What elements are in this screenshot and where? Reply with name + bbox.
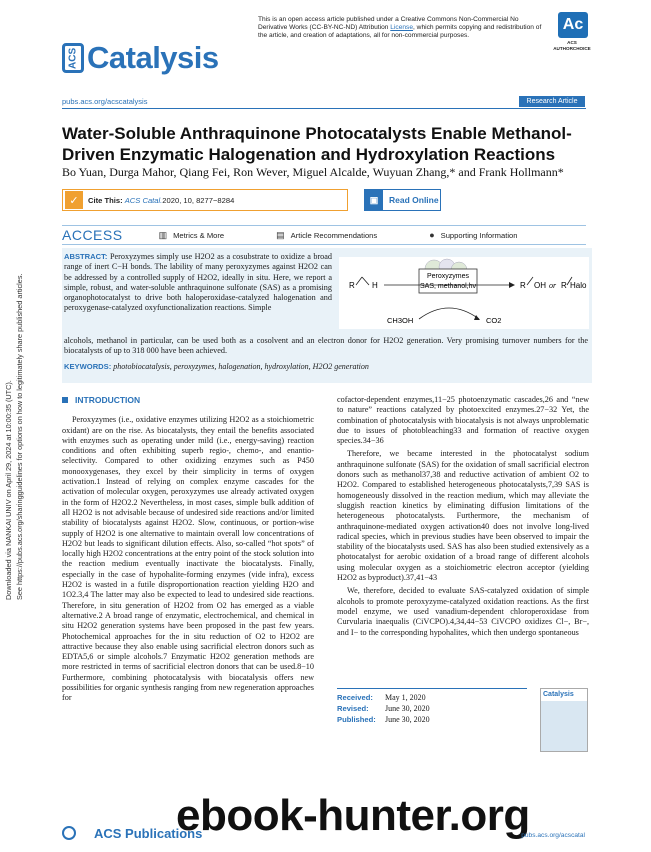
- toc-or: or: [549, 281, 557, 290]
- revised-date: Revised: June 30, 2020: [337, 704, 430, 713]
- toc-product-oh: OH: [534, 281, 546, 290]
- acs-logo-icon: ACS: [62, 43, 84, 73]
- acs-publications-label: ACS Publications: [94, 825, 203, 841]
- header-divider: [62, 108, 586, 109]
- access-label: ACCESS: [62, 227, 123, 243]
- recommendations-link[interactable]: ▤ Article Recommendations: [276, 229, 378, 240]
- author-list: Bo Yuan, Durga Mahor, Qiang Fei, Ron Wever, Miguel Alcalde, Wuyuan Zhang,* and Frank Hollmann*: [62, 165, 564, 179]
- author-choice-caption: ACS AUTHORCHOICE: [553, 40, 591, 51]
- intro-paragraph: Peroxyzymes (i.e., oxidative enzymes utilizing H2O2 as a stoichiometric oxidant) are on the rise. As biocatalysts, they entail the benefits associated with enzymes such as operating under mild (i.e., energy-saving) reaction conditions and often exhibiting superb regio-, chemo-, and enantio-selectivity. Compared to other oxidizing enzymes such as P450 monooxygenases, they excel by their simplicity in terms of oxygen activation.1 Instead of relying on complex enzyme cascades for the activation of molecular oxygen, peroxyzymes use already activated oxygen in the form of H2O2.2 Nevertheless, in most cases, simple bulk addition of all H2O2 is not advisable because of undesired side reactions and/or limited stability of biocatalysts against H2O2. Slow, continuous, or portion-wise supply of H2O2 is one alternative to maintain overall low concentrations of H2O2 but leads to significant dilution effects. Also, so-called “hot spots” of locally high H2O2 concentrations at the entry point of the stock solution into the reaction medium eventually inactivate the biocatalysts. Finally, especially in the case of hypohalite-forming enzymes (vide infra), excess H2O2 is wasted in a futile disproportionation reaction yielding H2O and 1O2.3,4 The latter may also be expected to lead to undesired side reactions. Therefore, in situ generation of H2O2 from O2 has emerged as a viable alternative.2 A broad range of enzymatic, electrochemical, and chemical in situ H2O2 generation systems have been proposed in the past few years. Photochemical approaches for the in situ reduction of O2 to H2O2 are attractive because they also enable using sacrificial electron donors such as EDTA5,6 or simple alcohols.7 Enzymatic H2O2 generation methods are more restricted in terms of sacrificial electron donors that can be used.8−10 Furthermore, combining photocatalysis with biocatalysis offers new possibilities for organic synthesis ranging from new regeneration approaches for: [62, 415, 314, 703]
- abstract-panel: [62, 248, 592, 383]
- keywords: [64, 362, 588, 371]
- article-title: Water-Soluble Anthraquinone Photocatalysts Enable Methanol-Driven Enzymatic Halogenation and Hydroxylation Reactions: [62, 124, 572, 164]
- toc-donor: CH3OH: [387, 316, 414, 325]
- download-notice-line-1: Downloaded via NANKAI UNIV on April 29, 2024 at 10:00:35 (UTC).: [4, 380, 13, 600]
- supporting-info-icon: ●: [429, 230, 435, 240]
- journal-cover-thumbnail[interactable]: [540, 688, 588, 752]
- document-icon: ▤: [276, 229, 285, 240]
- right-column: [337, 395, 589, 638]
- license-link[interactable]: License: [390, 24, 414, 31]
- abstract-text-continued: alcohols, methanol in particular, can be used both as a cosolvent and an electron donor for H2O2 generation. Very promising turnover numbers for the biocatalysts of up to 318 000 have been achieved.: [64, 336, 588, 356]
- acs-publications-icon: [62, 826, 76, 840]
- article-type-badge: Research Article: [519, 96, 585, 107]
- checkmark-icon: ✓: [65, 191, 83, 209]
- toc-byproduct: CO2: [486, 316, 502, 325]
- download-notice: [4, 240, 30, 600]
- access-bar: [62, 225, 586, 245]
- metrics-link[interactable]: ▥ Metrics & More: [158, 229, 225, 240]
- left-column: [62, 395, 314, 704]
- license-notice: This is an open access article published under a Creative Commons Non-Commercial No Derivative Works (CC-BY-NC-ND) Attribution License, which permits copying and redistribution of the article, and creation of adaptations, all for non-commercial purposes.: [258, 16, 542, 39]
- toc-reactant-r: R: [349, 281, 355, 290]
- cite-box[interactable]: [62, 189, 348, 211]
- toc-box-line1: Peroxyzymes: [426, 273, 470, 280]
- read-online-button[interactable]: [364, 189, 441, 211]
- download-notice-line-2: See https://pubs.acs.org/sharingguidelines for options on how to legitimately share published articles.: [15, 273, 24, 600]
- intro-paragraph-3: Therefore, we became interested in the photocatalyst sodium anthraquinone sulfonate (SAS) for the oxidation of small sacrificial electron donors such as methanol37,38 and reductive activation of ambient O2 to H2O2. Compared to established heterogeneous photocatalysts,7,39 SAS is homogeneously dissolved in the reaction medium, which may alleviate the sluggish reaction kinetics by eliminating diffusion limitations of the heterogeneous photocatalysts. Furthermore, the mechanism of anthraquinone-mediated oxygen activation40 does not involve long-lived radical species, which in previous studies have been observed to impair the stability of the biocatalysts used. SAS has also been studied extensively as a photocatalyst for aerobic oxidation of a broad range of different alcohols using molecular oxygen as a stoichiometric electron acceptor (yielding H2O2 as byproduct).37,41−43: [337, 449, 589, 583]
- abstract-text: ABSTRACT: Peroxyzymes simply use H2O2 as a cosubstrate to oxidize a broad range of inert C−H bonds. The lability of many peroxyzymes against H2O2 can be addressed by a controlled supply of H2O2, ideally in situ. Here, we report a simple, robust, and water-soluble anthraquinone sulfonate (SAS) as a promising organophotocatalyst to drive both haloperoxidase-catalyzed halogenation and peroxygenase-catalyzed oxyfunctionalization reactions. Simple: [64, 252, 332, 313]
- intro-paragraph-2: cofactor-dependent enzymes,11−25 photoenzymatic cascades,26 and “new to nature” reactions catalyzed by photoexcited enzymes.27−32 Yet, the combination of photocatalysis with biocatalysis is not always unproblematic due to issues of photobleaching33 and formation of reactive oxygen species.34−36: [337, 395, 589, 446]
- toc-graphic: [339, 257, 589, 329]
- author-choice-icon: Ac: [558, 12, 588, 38]
- cite-journal: ACS Catal.: [124, 195, 163, 205]
- section-heading: INTRODUCTION: [62, 395, 314, 405]
- published-date: Published: June 30, 2020: [337, 715, 430, 724]
- journal-name: Catalysis: [87, 40, 219, 75]
- received-date: Received: May 1, 2020: [337, 693, 426, 702]
- intro-paragraph-4: We, therefore, decided to evaluate SAS-catalyzed oxidation of simple alcohols to promote peroxyzyme-catalyzed oxidation reactions. As the first model enzyme, we used vanadium-dependent chloroperoxidase from Curvularia inaequalis (CiVCPO).4,34,44−53 CiVCPO oxidizes Cl−, Br−, and I− to the corresponding hypohalites, which then undergo spontaneous: [337, 586, 589, 637]
- toc-product-halo: Halo: [570, 281, 587, 290]
- cite-label: Cite This:: [88, 195, 123, 205]
- abstract-label: ABSTRACT:: [64, 252, 108, 261]
- journal-url-link[interactable]: pubs.acs.org/acscatalysis: [62, 97, 148, 106]
- bar-chart-icon: ▥: [158, 229, 168, 240]
- cite-details: 2020, 10, 8277−8284: [162, 195, 235, 205]
- article-dates: [337, 688, 527, 725]
- read-online-label: Read Online: [389, 195, 439, 205]
- toc-product-r: R: [520, 281, 526, 290]
- toc-product-r2: R: [561, 281, 567, 290]
- footer-url[interactable]: pubs.acs.org/acscatal: [521, 832, 585, 839]
- toc-reactant-h: H: [372, 281, 378, 290]
- keywords-label: KEYWORDS:: [64, 362, 112, 371]
- supporting-info-link[interactable]: ● Supporting Information: [429, 230, 518, 240]
- toc-box-line2: SAS, methanol,hν: [419, 283, 477, 290]
- read-online-icon: ▣: [365, 190, 383, 210]
- journal-logo[interactable]: [62, 40, 219, 76]
- cover-title: Catalysis: [543, 691, 574, 698]
- section-marker-icon: [62, 397, 68, 403]
- keywords-list: photobiocatalysis, peroxyzymes, halogenation, hydroxylation, H2O2 generation: [113, 362, 369, 371]
- watermark: ebook-hunter.org: [176, 791, 530, 840]
